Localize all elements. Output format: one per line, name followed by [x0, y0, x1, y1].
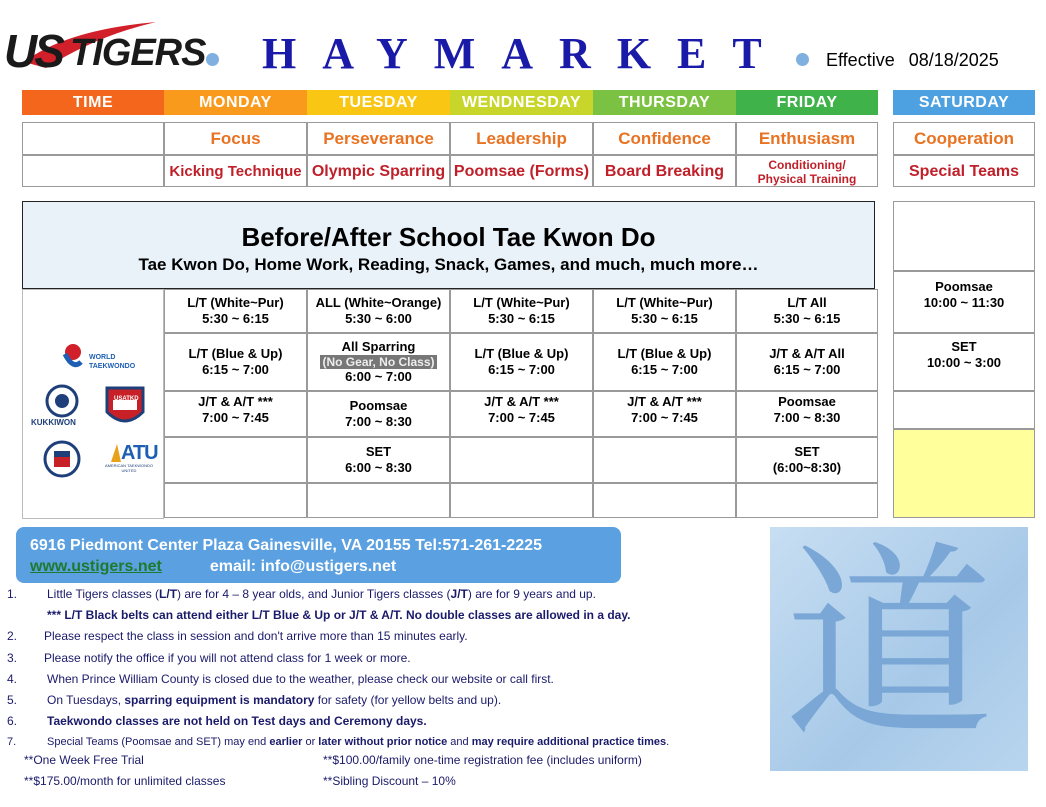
policy-note	[7, 587, 596, 602]
policy-note	[7, 672, 554, 687]
sat-highlight	[893, 429, 1035, 518]
wt-line1: WORLD	[89, 354, 116, 361]
thu-lt-white	[593, 289, 736, 333]
wed-jt-at	[450, 391, 593, 437]
thu-jt-at-line2: 7:00 ~ 7:45	[631, 410, 698, 425]
world-taekwondo-label	[89, 353, 135, 371]
day-header-friday: FRIDAY	[736, 90, 878, 115]
fri-lt-all-line1: L/T All	[787, 295, 827, 310]
us-taekwondo-seal-icon	[43, 440, 81, 478]
policy-note	[7, 714, 427, 729]
fri-set-line1: SET	[794, 444, 820, 459]
note-text: When Prince William County is closed due to the weather, please check our website or call first.	[47, 672, 554, 686]
bullet-dot	[796, 53, 809, 66]
wed-jt-at-line1: J/T & A/T ***	[484, 394, 559, 409]
thu-lt-blue	[593, 333, 736, 391]
mon-jt-at	[164, 391, 307, 437]
theme-saturday: Cooperation	[893, 122, 1035, 155]
fri-poomsae	[736, 391, 878, 437]
skill-blank	[22, 155, 164, 187]
skill-thursday: Board Breaking	[593, 155, 736, 187]
usatkd-label: USATKD	[114, 396, 139, 402]
skill-friday-line1: Conditioning/	[768, 158, 846, 172]
day-header-tuesday: TUESDAY	[307, 90, 450, 115]
sat-set-title: SET	[951, 339, 977, 354]
tao-watermark	[770, 523, 1028, 771]
note-number: 2.	[7, 629, 18, 643]
mon-jt-at-line1: J/T & A/T ***	[198, 394, 273, 409]
tue-all-sparring-line3: 6:00 ~ 7:00	[345, 369, 412, 384]
atu-label: ATU	[121, 442, 158, 464]
theme-friday: Enthusiasm	[736, 122, 878, 155]
note-text: Little Tigers classes (	[47, 587, 160, 601]
note-text: earlier	[269, 736, 303, 748]
day-header-saturday: SATURDAY	[893, 90, 1035, 115]
note-text: ) are for 9 years and up.	[467, 587, 596, 601]
wed-empty-2	[450, 483, 593, 518]
affiliations-logos	[22, 289, 164, 519]
thu-lt-white-line1: L/T (White~Pur)	[616, 295, 713, 310]
note-text: later without prior notice	[318, 736, 448, 748]
tue-set-line2: 6:00 ~ 8:30	[345, 460, 412, 475]
free-trial: **One Week Free Trial	[24, 753, 144, 767]
banner-subtitle: Tae Kwon Do, Home Work, Reading, Snack, Games, and much, much more…	[138, 255, 759, 274]
fri-lt-all	[736, 289, 878, 333]
sat-blank-top	[893, 201, 1035, 271]
effective-date-value: 08/18/2025	[908, 50, 999, 70]
us-tigers-logo	[4, 18, 206, 80]
thu-lt-blue-line2: 6:15 ~ 7:00	[631, 362, 698, 377]
monthly-fee: **$175.00/month for unlimited classes	[24, 774, 226, 788]
day-header-thursday: THURSDAY	[593, 90, 736, 115]
day-header-monday: MONDAY	[164, 90, 307, 115]
wed-lt-white	[450, 289, 593, 333]
thu-lt-white-line2: 5:30 ~ 6:15	[631, 311, 698, 326]
skill-friday	[736, 155, 878, 187]
world-taekwondo-icon	[61, 342, 89, 376]
note-number: 1.	[7, 587, 18, 601]
mon-lt-white	[164, 289, 307, 333]
mon-empty-1	[164, 437, 307, 483]
skill-monday: Kicking Technique	[164, 155, 307, 187]
note-number: 7.	[7, 736, 17, 748]
thu-lt-blue-line1: L/T (Blue & Up)	[617, 346, 712, 361]
sat-set-time: 10:00 ~ 3:00	[926, 355, 1002, 370]
atu-sublabel: AMERICAN TAEKWONDO UNITED	[104, 463, 154, 473]
registration-fee: **$100.00/family one-time registration fee (includes uniform)	[323, 753, 642, 767]
wed-empty-1	[450, 437, 593, 483]
note-text: or	[302, 736, 319, 748]
fri-jt-at-all-line2: 6:15 ~ 7:00	[773, 362, 841, 377]
note-text: and	[447, 736, 472, 748]
skill-tuesday: Olympic Sparring	[307, 155, 450, 187]
page-title: HAYMARKET	[262, 29, 788, 78]
tue-poomsae-line1: Poomsae	[349, 398, 408, 413]
mon-empty-2	[164, 483, 307, 518]
wed-lt-blue-line2: 6:15 ~ 7:00	[488, 362, 555, 377]
note-text: J/T	[450, 587, 468, 601]
kukkiwon-label: KUKKIWON	[31, 418, 76, 427]
theme-tuesday: Perseverance	[307, 122, 450, 155]
note-number: 3.	[7, 651, 18, 665]
contact-box	[16, 527, 621, 583]
note-text: Please respect the class in session and don't arrive more than 15 minutes early.	[44, 629, 468, 643]
website-link[interactable]: www.ustigers.net	[30, 558, 162, 575]
mon-lt-white-line2: 5:30 ~ 6:15	[202, 311, 269, 326]
sat-poomsae	[893, 271, 1035, 333]
tue-poomsae-line2: 7:00 ~ 8:30	[345, 414, 412, 429]
policy-note	[7, 693, 502, 708]
note-number: 6.	[7, 714, 18, 728]
note-number: 4.	[7, 672, 18, 686]
effective-label: Effective	[826, 50, 895, 70]
note-text: L/T	[159, 587, 178, 601]
tue-set-line1: SET	[365, 444, 392, 459]
day-header-wendnesday: WENDNESDAY	[450, 90, 593, 115]
mon-lt-blue-line1: L/T (Blue & Up)	[188, 346, 283, 361]
tue-all-white-line2: 5:30 ~ 6:00	[345, 311, 412, 326]
note-text: *** L/T Black belts can attend either L/T Blue & Up or J/T & A/T. No double classes are allowed in a day.	[47, 608, 631, 622]
fri-empty	[736, 483, 878, 518]
fri-poomsae-line1: Poomsae	[778, 394, 836, 409]
sat-poomsae-time: 10:00 ~ 11:30	[923, 295, 1005, 310]
mon-lt-blue	[164, 333, 307, 391]
skill-friday-line2: Physical Training	[757, 172, 857, 186]
kukkiwon-icon	[45, 384, 79, 418]
email-text: email: info@ustigers.net	[209, 558, 397, 575]
sat-blank	[893, 391, 1035, 429]
effective-date	[826, 50, 999, 71]
skill-saturday: Special Teams	[893, 155, 1035, 187]
mon-jt-at-line2: 7:00 ~ 7:45	[202, 410, 269, 425]
tue-set	[307, 437, 450, 483]
policy-note	[47, 608, 630, 623]
wed-lt-white-line1: L/T (White~Pur)	[473, 295, 570, 310]
tue-all-sparring-line2: (No Gear, No Class)	[322, 355, 435, 369]
note-text: Special Teams (Poomsae and SET) may end	[47, 736, 270, 748]
policy-note	[7, 629, 468, 644]
wed-lt-blue	[450, 333, 593, 391]
policy-note	[7, 735, 670, 750]
note-text: sparring equipment is mandatory	[124, 693, 315, 707]
tue-all-white-line1: ALL (White~Orange)	[315, 295, 442, 310]
thu-empty-1	[593, 437, 736, 483]
note-number: 5.	[7, 693, 18, 707]
theme-monday: Focus	[164, 122, 307, 155]
wed-lt-blue-line1: L/T (Blue & Up)	[474, 346, 569, 361]
tao-character: 道	[784, 523, 995, 768]
logo-tigers: TIGERS	[70, 32, 206, 74]
theme-wednesday: Leadership	[450, 122, 593, 155]
logo-us: US	[4, 25, 62, 77]
thu-jt-at-line1: J/T & A/T ***	[627, 394, 702, 409]
fri-poomsae-line2: 7:00 ~ 8:30	[773, 410, 841, 425]
mon-lt-white-line1: L/T (White~Pur)	[187, 295, 284, 310]
address-text: 6916 Piedmont Center Plaza Gainesville, VA 20155 Tel:571-261-2225	[30, 537, 542, 554]
note-text: .	[666, 736, 670, 748]
note-text: Taekwondo classes are not held on Test days and Ceremony days.	[47, 714, 427, 728]
tue-all-white	[307, 289, 450, 333]
sibling-discount: **Sibling Discount – 10%	[323, 774, 456, 788]
mon-lt-blue-line2: 6:15 ~ 7:00	[202, 362, 269, 377]
usatkd-icon	[103, 384, 147, 430]
policy-note	[7, 651, 411, 666]
after-school-banner	[22, 201, 875, 289]
note-text: On Tuesdays,	[47, 693, 125, 707]
fri-jt-at-all	[736, 333, 878, 391]
note-text: Please notify the office if you will not attend class for 1 week or more.	[44, 651, 411, 665]
bullet-dot	[206, 53, 219, 66]
tue-all-sparring	[307, 333, 450, 391]
thu-empty-2	[593, 483, 736, 518]
skill-wednesday: Poomsae (Forms)	[450, 155, 593, 187]
fri-lt-all-line2: 5:30 ~ 6:15	[773, 311, 841, 326]
fri-jt-at-all-line1: J/T & A/T All	[769, 346, 845, 361]
fri-set	[736, 437, 878, 483]
thu-jt-at	[593, 391, 736, 437]
wt-line2: TAEKWONDO	[89, 363, 136, 370]
note-text: for safety (for yellow belts and up).	[314, 693, 502, 707]
note-text: may require additional practice times	[471, 736, 667, 748]
tue-all-sparring-line1: All Sparring	[341, 339, 416, 354]
theme-blank	[22, 122, 164, 155]
sat-set	[893, 333, 1035, 391]
wed-jt-at-line2: 7:00 ~ 7:45	[488, 410, 555, 425]
sat-poomsae-title: Poomsae	[935, 279, 993, 294]
fri-set-line2: (6:00~8:30)	[772, 460, 842, 475]
day-header-time: TIME	[22, 90, 164, 115]
wed-lt-white-line2: 5:30 ~ 6:15	[488, 311, 555, 326]
tue-empty	[307, 483, 450, 518]
banner-title: Before/After School Tae Kwon Do	[241, 222, 656, 252]
theme-thursday: Confidence	[593, 122, 736, 155]
tue-poomsae	[307, 391, 450, 437]
note-text: ) are for 4 – 8 year olds, and Junior Tigers classes (	[177, 587, 451, 601]
